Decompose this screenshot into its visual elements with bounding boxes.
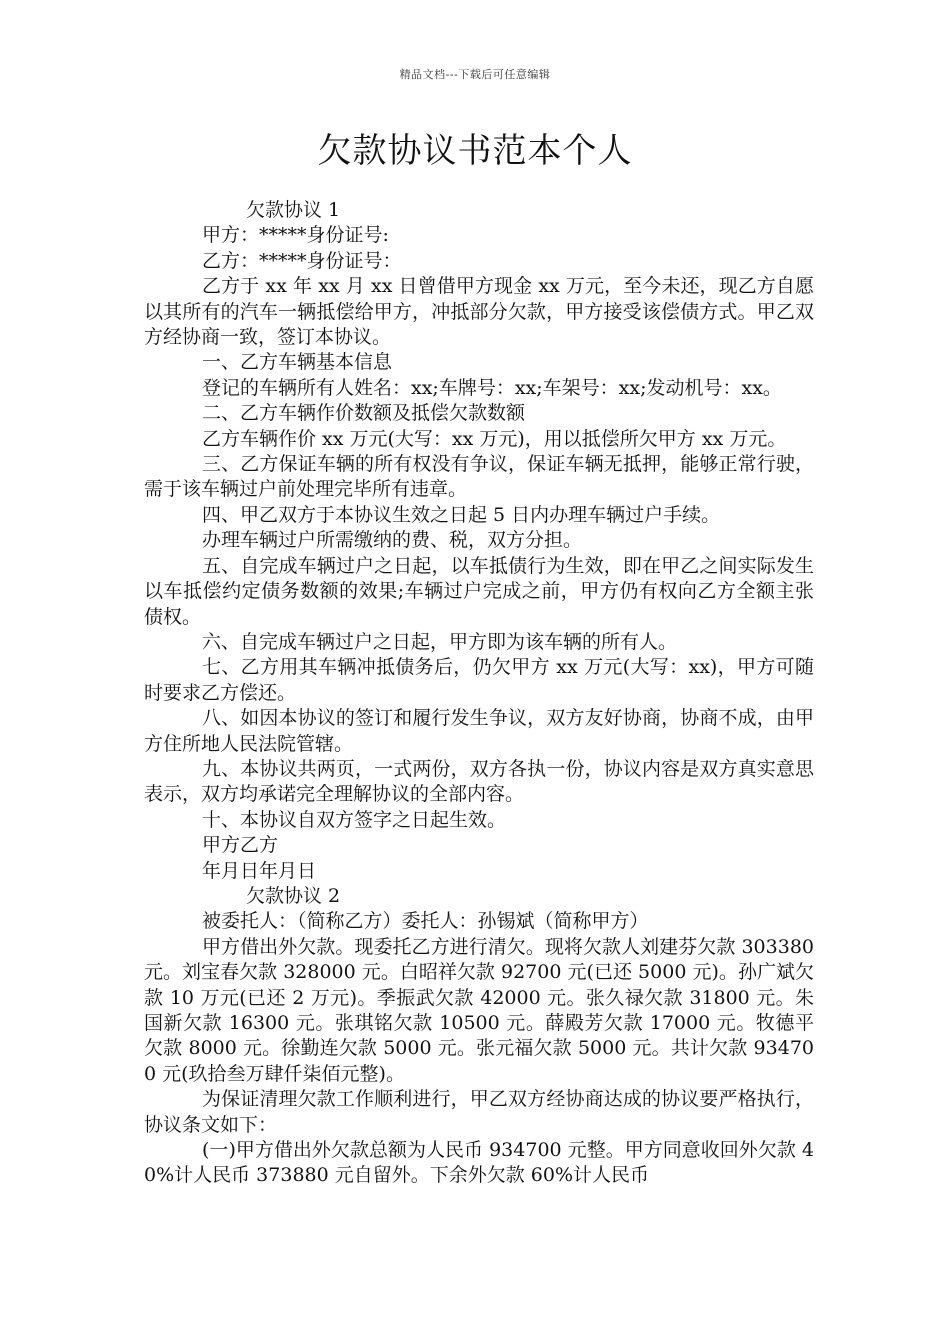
body-paragraph: 乙方：*****身份证号：: [202, 249, 402, 272]
body-paragraph: 办理车辆过户所需缴纳的费、税，双方分担。: [202, 529, 583, 552]
body-paragraph: 乙方车辆作价 xx 万元(大写：xx 万元)，用以抵偿所欠甲方 xx 万元。: [202, 427, 787, 450]
body-paragraph: 四、甲乙双方于本协议生效之日起 5 日内办理车辆过户手续。: [202, 503, 721, 526]
body-paragraph: 登记的车辆所有人姓名：xx;车牌号：xx;车架号：xx;发动机号：xx。: [202, 376, 782, 399]
document-title: 欠款协议书范本个人: [317, 131, 633, 171]
header-note: 精品文档---下载后可任意编辑: [399, 68, 551, 81]
body-paragraph: 甲方：*****身份证号:: [202, 224, 389, 247]
body-paragraph: 乙方于 xx 年 xx 月 xx 日曾借甲方现金 xx 万元，至今未还，现乙方自愿以其所有的汽车一辆抵偿给甲方，冲抵部分欠款，甲方接受该偿债方式。甲乙双方经协商一致，签订本协议。: [144, 275, 814, 349]
body-paragraph: 甲方乙方: [202, 834, 279, 857]
body-paragraph: 二、乙方车辆作价数额及抵偿欠款数额: [202, 402, 526, 425]
body-paragraph: 欠款协议 2: [246, 884, 341, 907]
body-paragraph: 为保证清理欠款工作顺利进行，甲乙双方经协商达成的协议要严格执行，协议条文如下：: [144, 1088, 814, 1136]
body-paragraph: 被委托人：（简称乙方）委托人：孙锡斌（简称甲方）: [202, 910, 649, 933]
body-paragraph: 年月日年月日: [202, 859, 317, 882]
body-paragraph: 六、自完成车辆过户之日起，甲方即为该车辆的所有人。: [202, 630, 678, 653]
body-paragraph: 九、本协议共两页，一式两份，双方各执一份，协议内容是双方真实意思表示，双方均承诺完全理解协议的全部内容。: [144, 757, 814, 806]
body-paragraph: 十、本协议自双方签字之日起生效。: [202, 808, 507, 831]
document-body: [144, 198, 814, 1189]
body-paragraph: 八、如因本协议的签订和履行发生争议，双方友好协商，协商不成，由甲方住所地人民法院管辖。: [144, 707, 814, 755]
body-paragraph: 欠款协议 1: [246, 199, 341, 221]
body-paragraph: 三、乙方保证车辆的所有权没有争议，保证车辆无抵押，能够正常行驶，需于该车辆过户前处理完毕所有违章。: [144, 453, 814, 501]
body-paragraph: 七、乙方用其车辆冲抵债务后，仍欠甲方 xx 万元(大写：xx)，甲方可随时要求乙方偿还。: [144, 656, 814, 704]
body-paragraph: 甲方借出外欠款。现委托乙方进行清欠。现将欠款人刘建芬欠款 303380 元。刘宝春欠款 328000 元。白昭祥欠款 92700 元(已还 5000 元)。孙广斌欠款 10 万元(已还 2 万元)。季振武欠款 42000 元。张久禄欠款 31800 元。朱国新欠款 16300 元。张琪铭欠款 10500 元。薛殿芳欠款 17000 元。牧德平欠款 8000 元。徐勤连欠款 5000 元。张元福欠款 5000 元。共计欠款 934700 元(玖拾叁万肆仟柒佰元整)。: [144, 935, 814, 1085]
body-paragraph: 五、自完成车辆过户之日起，以车抵债行为生效，即在甲乙之间实际发生以车抵偿约定债务数额的效果;车辆过户完成之前，甲方仍有权向乙方全额主张债权。: [144, 554, 814, 628]
body-paragraph: (一)甲方借出外欠款总额为人民币 934700 元整。甲方同意收回外欠款 40%计人民币 373880 元自留外。下余外欠款 60%计人民币: [144, 1139, 814, 1187]
body-paragraph: 一、乙方车辆基本信息: [202, 351, 393, 374]
